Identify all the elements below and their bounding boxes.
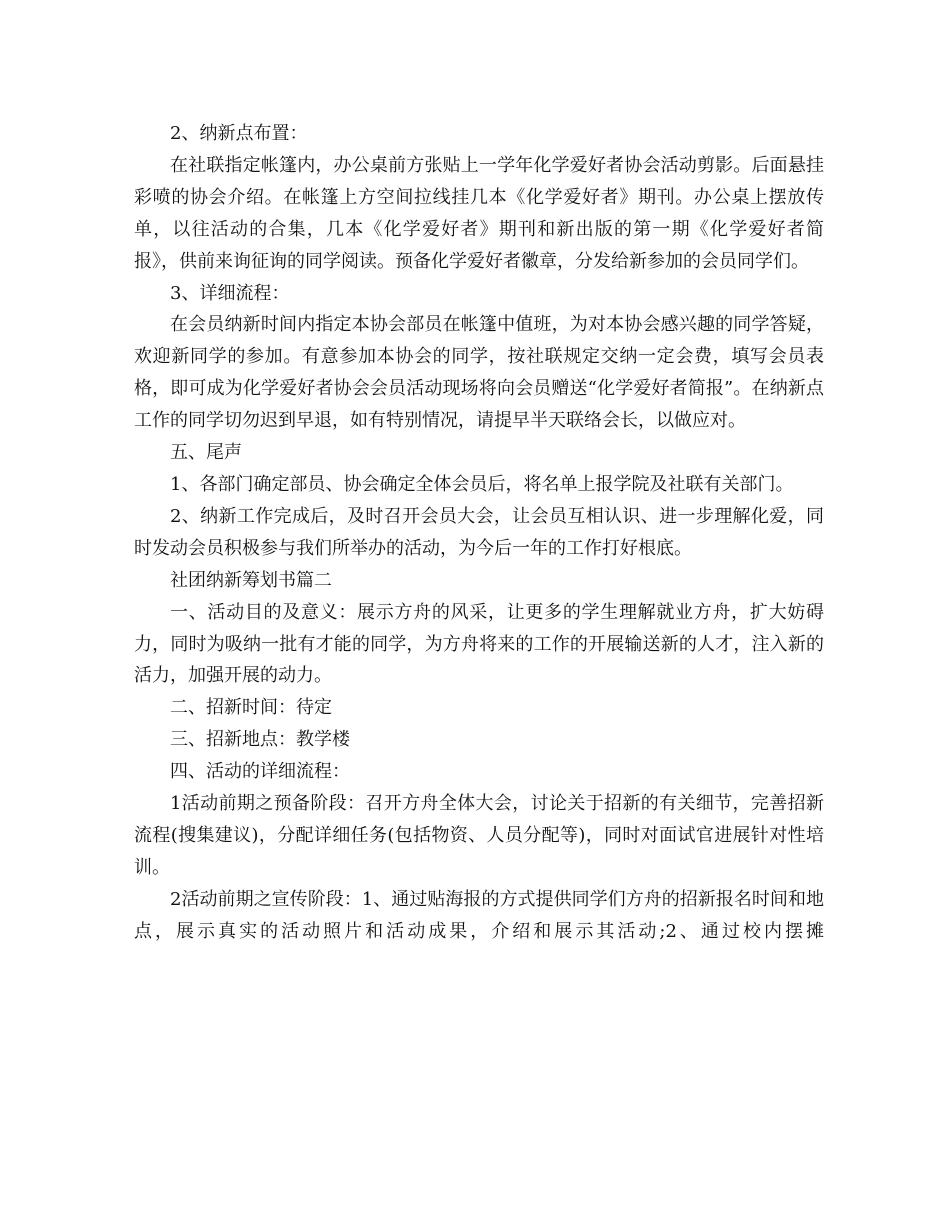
paragraph-publicity-stage: 2活动前期之宣传阶段：1、通过贴海报的方式提供同学们方舟的招新报名时间和地点，展示真实的活动照片和活动成果，介绍和展示其活动;2、通过校内摆摊	[134, 888, 824, 942]
paragraph-recruit-time: 二、招新时间：待定	[170, 697, 332, 719]
paragraph-layout-details: 在社联指定帐篷内，办公桌前方张贴上一学年化学爱好者协会活动剪影。后面悬挂彩喷的协会介绍。在帐篷上方空间拉线挂几本《化学爱好者》期刊。办公桌上摆放传单，以往活动的合集，几本《化学爱好者》期刊和新出版的第一期《化学爱好者简报》，供前来询征询的同学阅读。预备化学爱好者徽章，分发给新参加的会员同学们。	[134, 154, 824, 272]
paragraph-ending-2: 2、纳新工作完成后，及时召开会员大会，让会员互相认识、进一步理解化爱，同时发动会员积极参与我们所举办的活动，为今后一年的工作打好根底。	[134, 505, 824, 559]
paragraph-ending-1: 1、各部门确定部员、协会确定全体会员后，将名单上报学院及社联有关部门。	[170, 473, 794, 495]
paragraph-section-title-part2: 社团纳新筹划书篇二	[170, 569, 332, 591]
paragraph-purpose: 一、活动目的及意义：展示方舟的风采，让更多的学生理解就业方舟，扩大妨碍力，同时为吸纳一批有才能的同学，为方舟将来的工作的开展输送新的人才，注入新的活力，加强开展的动力。	[134, 601, 824, 687]
paragraph-process-details: 在会员纳新时间内指定本协会部员在帐篷中值班，为对本协会感兴趣的同学答疑，欢迎新同学的参加。有意参加本协会的同学，按社联规定交纳一定会费，填写会员表格，即可成为化学爱好者协会会员活动现场将向会员赠送“化学爱好者简报”。在纳新点工作的同学切勿迟到早退，如有特别情况，请提早半天联络会长，以做应对。	[134, 314, 824, 432]
paragraph-heading-ending: 五、尾声	[170, 442, 242, 464]
paragraph-recruit-place: 三、招新地点：教学楼	[170, 729, 350, 751]
paragraph-heading-activity-process: 四、活动的详细流程：	[170, 761, 350, 783]
paragraph-heading-process: 3、详细流程：	[170, 282, 290, 304]
document-body	[134, 118, 824, 948]
paragraph-preparation-stage: 1活动前期之预备阶段：召开方舟全体大会，讨论关于招新的有关细节，完善招新流程(搜集建议)，分配详细任务(包括物资、人员分配等)，同时对面试官进展针对性培训。	[134, 793, 824, 878]
paragraph-heading-layout: 2、纳新点布置：	[170, 123, 308, 144]
